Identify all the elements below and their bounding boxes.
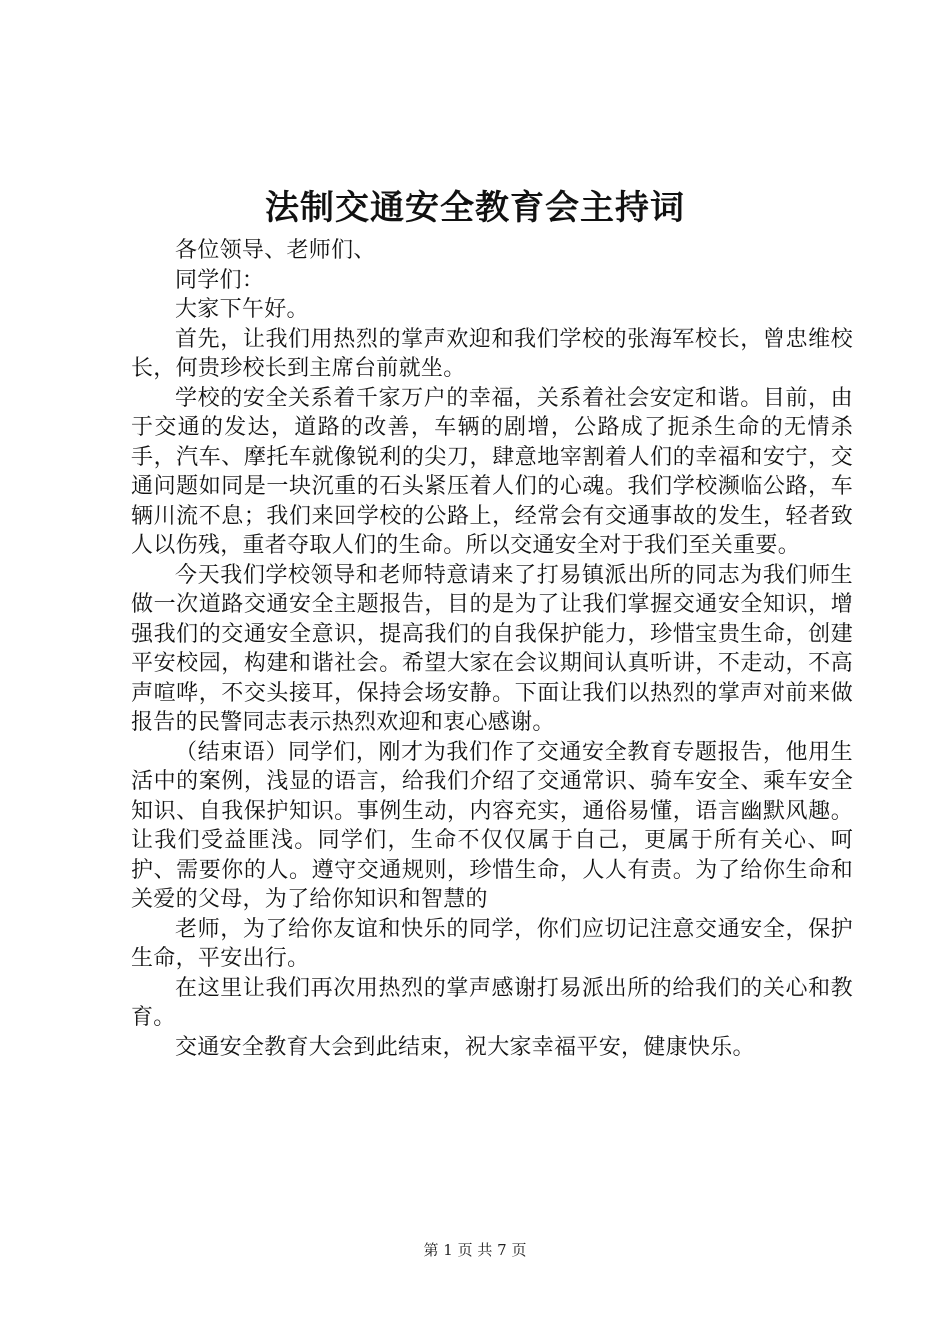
document-title: 法制交通安全教育会主持词 <box>265 188 685 228</box>
paragraph-welcome: 首先，让我们用热烈的掌声欢迎和我们学校的张海军校长，曾忠维校长，何贵珍校长到主席台前就坐。 <box>131 326 853 381</box>
paragraph-closing-continued: 老师，为了给你友谊和快乐的同学，你们应切记注意交通安全，保护生命，平安出行。 <box>131 916 853 971</box>
paragraph-report-intro: 今天我们学校领导和老师特意请来了打易镇派出所的同志为我们师生做一次道路交通安全主题报告，目的是为了让我们掌握交通安全知识，增强我们的交通安全意识，提高我们的自我保护能力，珍惜宝贵生命，创建平安校园，构建和谐社会。希望大家在会议期间认真听讲，不走动，不高声喧哗，不交头接耳，保持会场安静。下面让我们以热烈的掌声对前来做报告的民警同志表示热烈欢迎和衷心感谢。 <box>131 562 853 735</box>
paragraph-conclusion: 交通安全教育大会到此结束，祝大家幸福平安，健康快乐。 <box>175 1034 755 1060</box>
paragraph-closing-remarks: （结束语）同学们，刚才为我们作了交通安全教育专题报告，他用生活中的案例，浅显的语言，给我们介绍了交通常识、骑车安全、乘车安全知识、自我保护知识。事例生动，内容充实，通俗易懂，语言幽默风趣。让我们受益匪浅。同学们，生命不仅仅属于自己，更属于所有关心、呵护、需要你的人。遵守交通规则，珍惜生命，人人有责。为了给你生命和关爱的父母，为了给你知识和智慧的 <box>131 739 853 912</box>
paragraph-salutation-1: 各位领导、老师们、 <box>175 238 376 263</box>
paragraph-thanks: 在这里让我们再次用热烈的掌声感谢打易派出所的给我们的关心和教育。 <box>131 975 853 1030</box>
paragraph-safety-importance: 学校的安全关系着千家万户的幸福，关系着社会安定和谐。目前，由于交通的发达，道路的改善，车辆的剧增，公路成了扼杀生命的无情杀手，汽车、摩托车就像锐利的尖刀，肆意地宰割着人们的幸福和安宁，交通问题如同是一块沉重的石头紧压着人们的心魂。我们学校濒临公路，车辆川流不息；我们来回学校的公路上，经常会有交通事故的发生，轻者致人以伤残，重者夺取人们的生命。所以交通安全对于我们至关重要。 <box>131 385 853 558</box>
paragraph-greeting: 大家下午好。 <box>175 297 309 322</box>
paragraph-salutation-2: 同学们： <box>175 267 265 293</box>
page-number-footer: 第 1 页 共 7 页 <box>423 1241 527 1259</box>
document-body <box>131 236 853 1062</box>
